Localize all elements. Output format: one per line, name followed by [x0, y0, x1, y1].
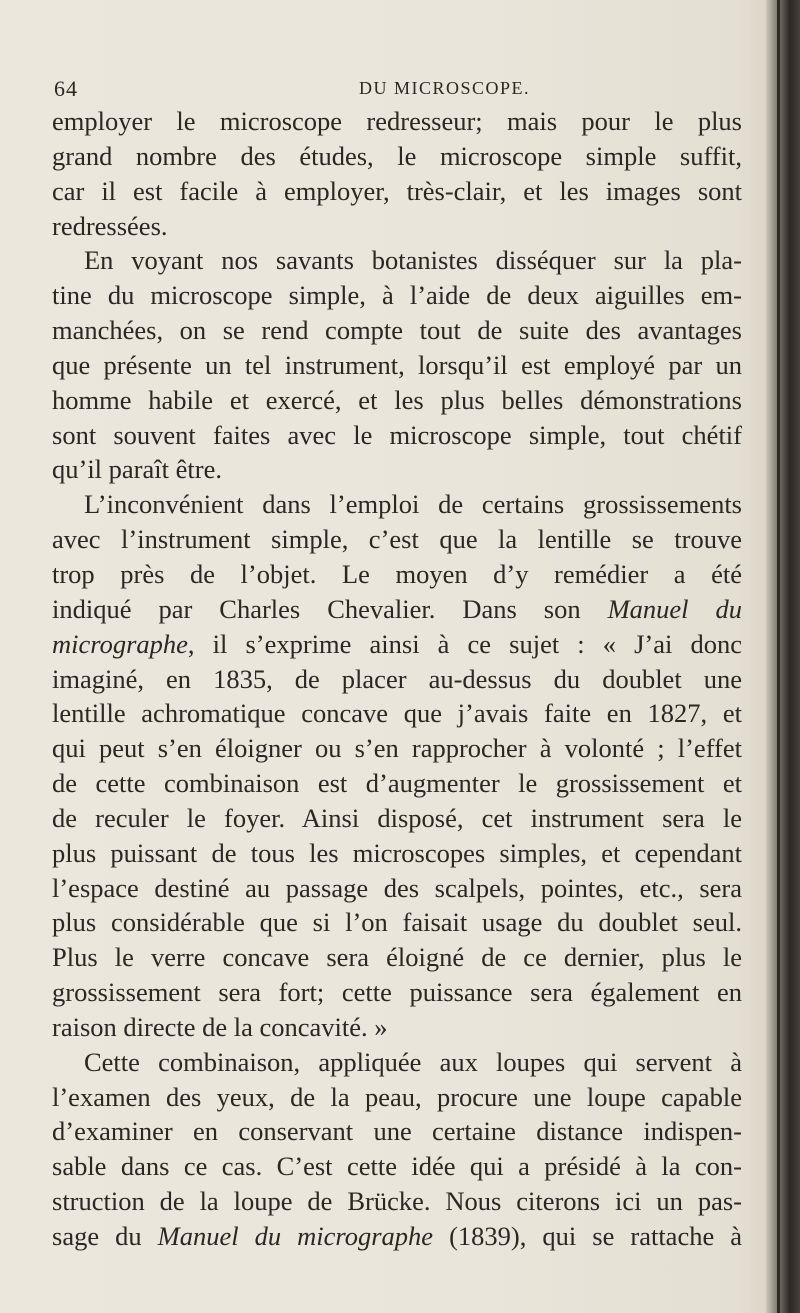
text-segment: (1839), qui se rattache à: [433, 1221, 742, 1251]
text-line: L’inconvénient dans l’emploi de certains grossissements: [84, 489, 742, 520]
text-line: raison directe de la concavité. »: [52, 1011, 388, 1042]
text-line: grossissement sera fort; cette puissance sera également en: [52, 977, 742, 1008]
text-line: plus puissant de tous les microscopes simples, et cependant: [52, 837, 742, 868]
text-line: qu’il paraît être.: [52, 454, 222, 485]
text-line: trop près de l’objet. Le moyen d’y remédier a été: [52, 558, 742, 589]
text-line: sont souvent faites avec le microscope simple, tout chétif: [52, 419, 742, 450]
text-line: lentille achromatique concave que j’avais faite en 1827, et: [52, 698, 742, 729]
emphasis-manuel-du: Manuel du: [607, 593, 742, 624]
text-line: employer le microscope redresseur; mais pour le plus: [52, 106, 742, 136]
text-line: grand nombre des études, le microscope simple suffit,: [52, 140, 742, 171]
text-segment: sage du: [52, 1221, 158, 1251]
page-edge-shadow: [766, 0, 800, 1313]
text-line: homme habile et exercé, et les plus belles démonstrations: [52, 384, 742, 415]
text-line: manchées, on se rend compte tout de suite des avantages: [52, 315, 742, 346]
text-line: Plus le verre concave sera éloigné de ce dernier, plus le: [52, 942, 742, 973]
text-line: d’examiner en conservant une certaine distance indispen-: [52, 1116, 742, 1147]
text-line: struction de la loupe de Brücke. Nous citerons ici un pas-: [52, 1186, 742, 1217]
text-line: l’espace destiné au passage des scalpels, pointes, etc., sera: [52, 872, 742, 903]
text-segment: , il s’exprime ainsi à ce sujet : « J’ai donc: [187, 628, 742, 659]
text-line: En voyant nos savants botanistes disséquer sur la pla-: [84, 245, 742, 276]
text-line: plus considérable que si l’on faisait usage du doublet seul.: [52, 907, 742, 938]
text-line: tine du microscope simple, à l’aide de deux aiguilles em-: [52, 280, 742, 311]
text-line: de cette combinaison est d’augmenter le grossissement et: [52, 768, 742, 799]
body-text: [52, 104, 742, 1254]
text-line: de reculer le foyer. Ainsi disposé, cet instrument sera le: [52, 802, 742, 833]
text-line: qui peut s’en éloigner ou s’en rapprocher à volonté ; l’effet: [52, 733, 742, 764]
text-line: Cette combinaison, appliquée aux loupes qui servent à: [84, 1046, 742, 1077]
text-line: [52, 627, 742, 662]
emphasis-micrographe: micrographe: [52, 628, 188, 659]
emphasis-manuel-du-micrographe: Manuel du micrographe: [157, 1221, 434, 1251]
page-header: [54, 76, 754, 106]
text-line: que présente un tel instrument, lorsqu’il est employé par un: [52, 349, 742, 380]
text-line: [52, 592, 742, 627]
text-line: avec l’instrument simple, c’est que la lentille se trouve: [52, 524, 742, 555]
page-edge-line: [777, 0, 780, 1313]
text-line: [52, 1219, 742, 1254]
text-line: car il est facile à employer, très-clair, et les images sont: [52, 175, 742, 206]
text-line: l’examen des yeux, de la peau, procure une loupe capable: [52, 1081, 742, 1112]
text-line: sable dans ce cas. C’est cette idée qui a présidé à la con-: [52, 1151, 742, 1182]
text-line: imaginé, en 1835, de placer au-dessus du doublet une: [52, 663, 742, 694]
running-head: DU MICROSCOPE.: [359, 78, 531, 98]
page-number: 64: [54, 76, 78, 101]
text-line: redressées.: [52, 210, 168, 241]
text-segment: indiqué par Charles Chevalier. Dans son: [52, 593, 608, 624]
